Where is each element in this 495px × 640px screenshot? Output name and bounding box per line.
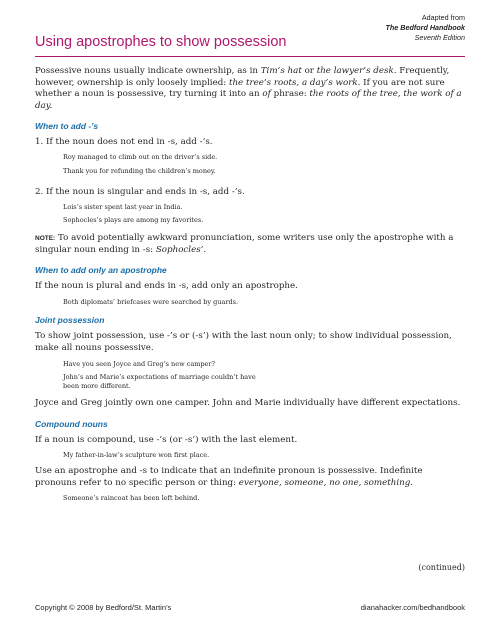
example-sentence: Thank you for refunding the children’s money.	[63, 166, 216, 175]
example-sentence: Both diplomats’ briefcases were searched by guards.	[63, 297, 239, 306]
section-heading-joint-possession: Joint possession	[35, 315, 105, 326]
continued-note: (continued)	[418, 563, 465, 572]
example-sentence: Someone’s raincoat has been left behind.	[63, 494, 200, 503]
source-line-adapted: Adapted from	[421, 13, 465, 22]
example-group	[63, 360, 465, 391]
explanation-paragraph: Joyce and Greg jointly own one camper. John and Marie individually have different expectations.	[35, 398, 461, 409]
note-paragraph: NOTE: To avoid potentially awkward pronunciation, some writers use only the apostrophe with a singular noun ending in -s: Sophocles’.	[35, 232, 454, 255]
source-line-edition: Seventh Edition	[414, 33, 465, 42]
source-citation	[386, 13, 465, 43]
rule-item-1: 1. If the noun does not end in -s, add -’s.	[35, 137, 213, 148]
note-label: NOTE:	[35, 234, 56, 242]
section-heading-add-s: When to add -’s	[35, 121, 99, 132]
section-heading-apostrophe-only: When to add only an apostrophe	[35, 265, 167, 276]
indefinite-pronoun-paragraph: Use an apostrophe and -s to indicate that an indefinite pronoun is possessive. Indefinite pronouns refer to no specific person or thing: everyone, someone, no one, something.	[35, 466, 423, 488]
page-title: Using apostrophes to show possession	[35, 34, 287, 50]
example-sentence: Roy managed to climb out on the driver’s side.	[63, 152, 218, 161]
copyright-text: Copyright © 2008 by Bedford/St. Martin’s	[35, 603, 172, 612]
page-header	[35, 12, 465, 58]
document-body	[35, 66, 465, 509]
rule-text: If a noun is compound, use -’s (or -s’) with the last element.	[35, 434, 298, 445]
rule-text: To show joint possession, use -’s or (-s’) with the last noun only; to show individual possession, make all nouns possessive.	[35, 331, 452, 353]
section-heading-compound-nouns: Compound nouns	[35, 418, 108, 429]
rule-item-2: 2. If the noun is singular and ends in -s, add -’s.	[35, 187, 245, 198]
example-sentence: Have you seen Joyce and Greg’s new camper?	[63, 359, 215, 368]
example-sentence: Lois’s sister spent last year in India.	[63, 202, 183, 211]
header-divider	[35, 56, 465, 57]
example-group	[63, 494, 465, 503]
example-sentence: Sophocles’s plays are among my favorites.	[63, 216, 204, 225]
source-line-book: The Bedford Handbook	[385, 23, 465, 32]
example-group	[63, 153, 465, 175]
website-url[interactable]: dianahacker.com/bedhandbook	[360, 603, 465, 612]
example-group	[63, 203, 465, 225]
example-sentence: John’s and Marie’s expectations of marriage couldn’t have been more different.	[63, 373, 256, 390]
example-sentence: My father-in-law’s sculpture won first place.	[63, 451, 210, 460]
example-group	[63, 451, 465, 460]
page-footer	[35, 603, 465, 612]
intro-paragraph: Possessive nouns usually indicate ownership, as in Tim’s hat or the lawyer’s desk. Frequently, however, ownership is only loosely implied: the tree’s roots, a day’s work. If you are not sure whether a noun is possessive, try turning it into an of phrase: the roots of the tree, the work of a day.	[35, 66, 462, 111]
example-group	[63, 298, 465, 307]
rule-text: If the noun is plural and ends in -s, add only an apostrophe.	[35, 281, 298, 292]
